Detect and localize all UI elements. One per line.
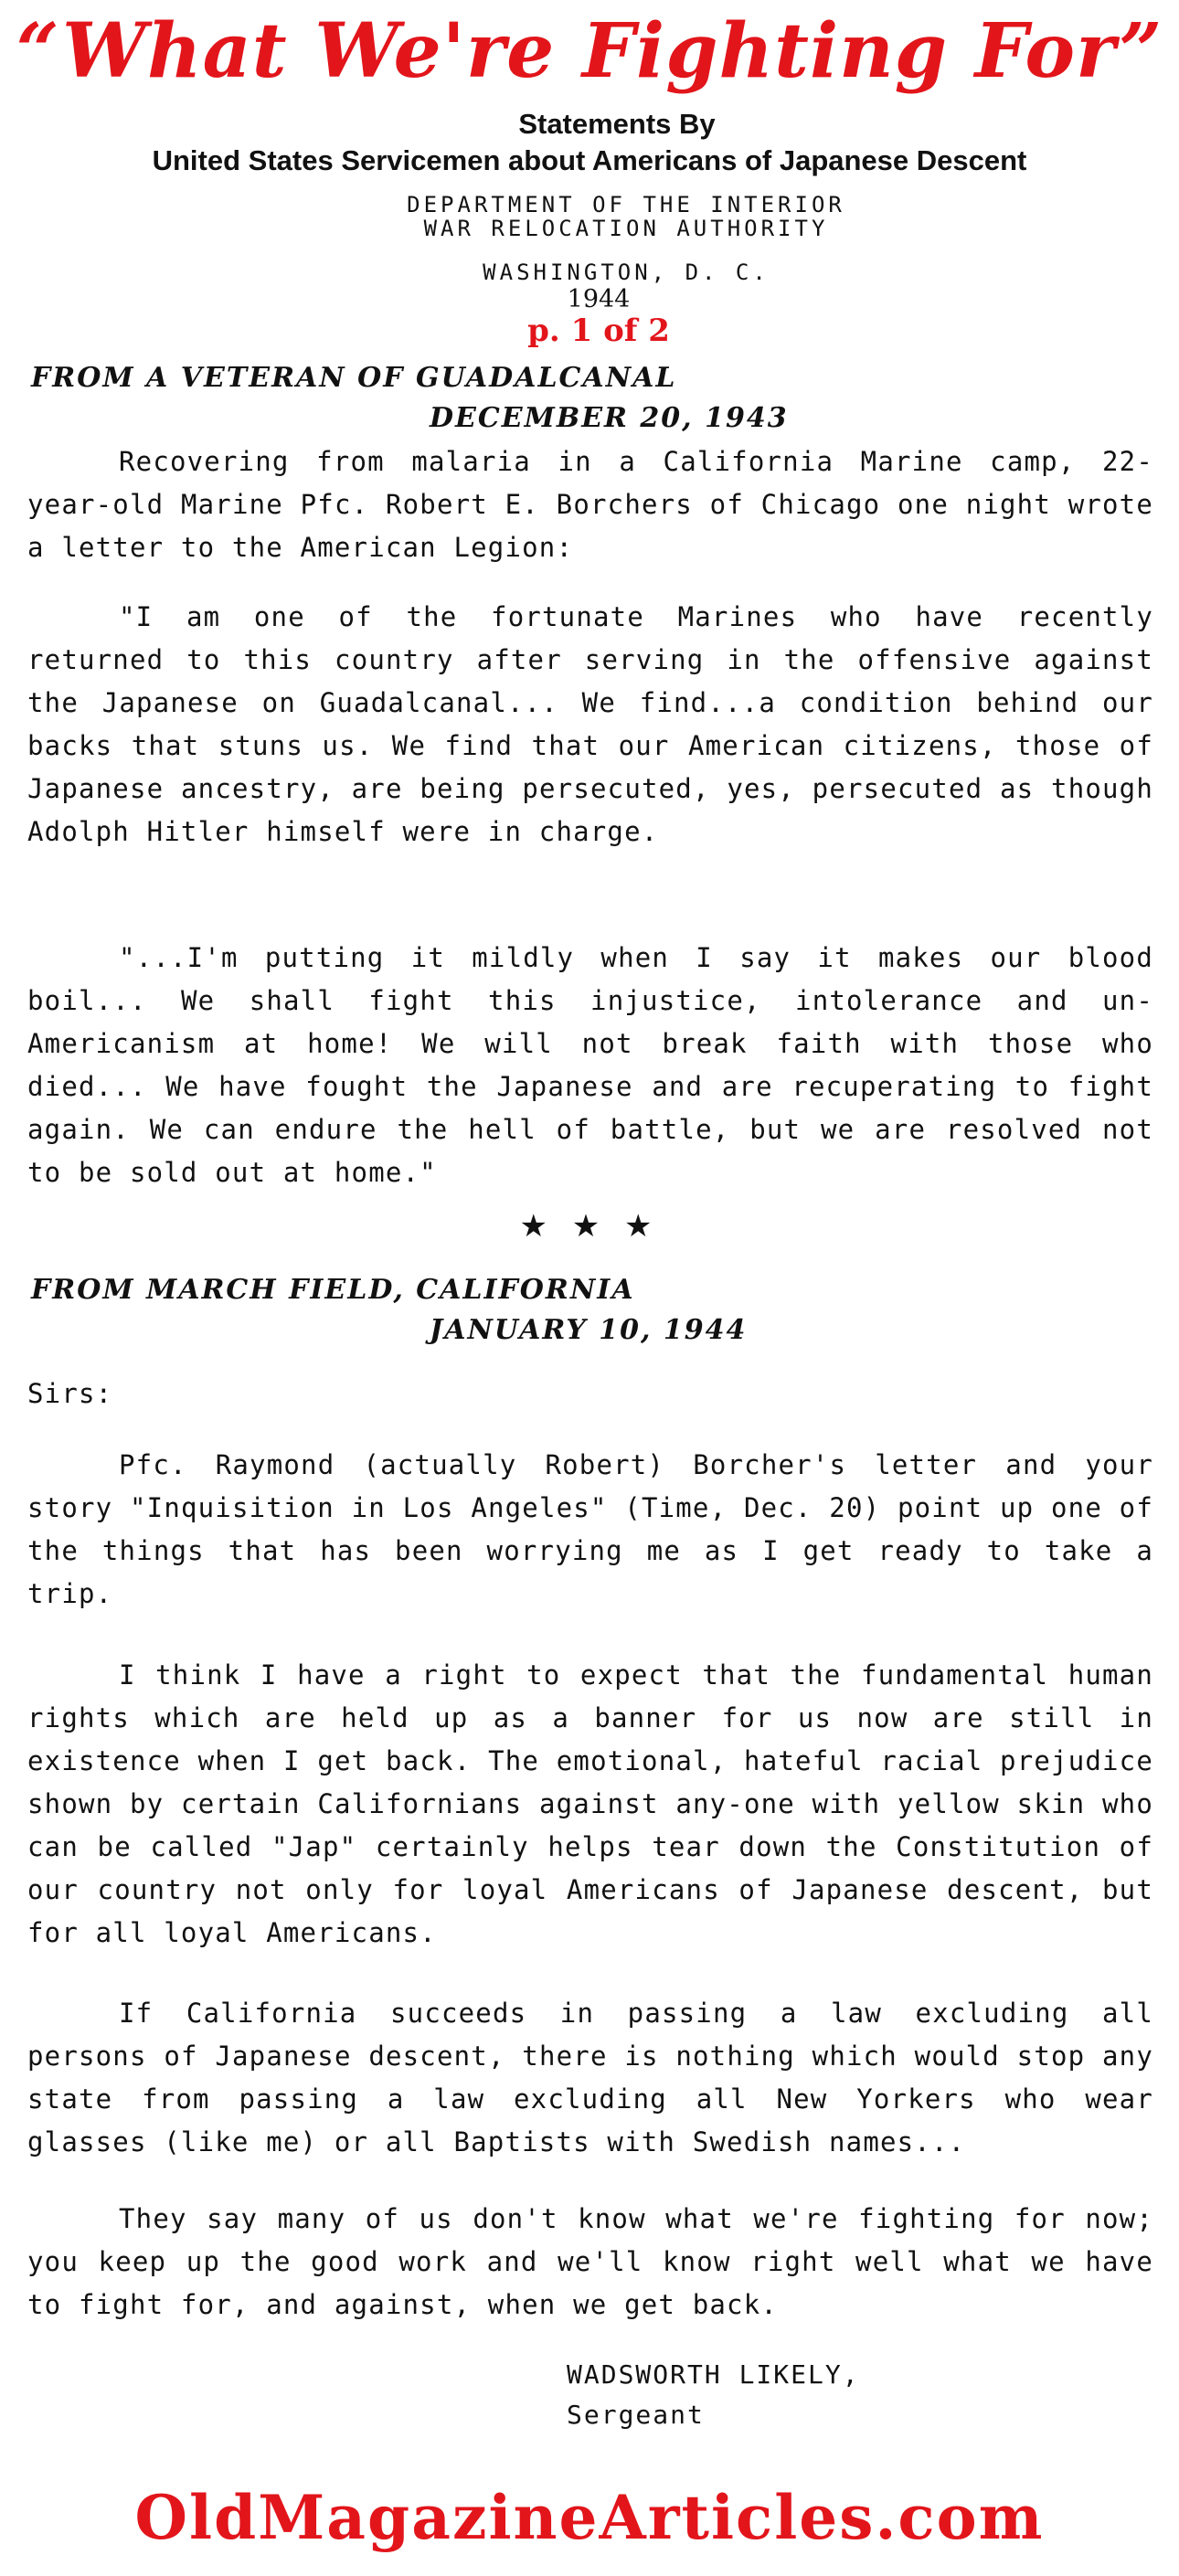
- signature-rank: Sergeant: [567, 2400, 705, 2430]
- section1-date: DECEMBER 20, 1943: [430, 402, 789, 434]
- section-separator-stars: ★ ★ ★: [519, 1208, 660, 1245]
- section2-paragraph-3: If California succeeds in passing a law excluding all persons of Japanese descent, there is nothing which would stop any state from passing a law excluding all New Yorkers who wear glasses (like me) or all Baptists with Swedish names...: [27, 1998, 1153, 2157]
- section1-paragraph-intro: Recovering from malaria in a California Marine camp, 22-year-old Marine Pfc. Robert E. Borchers of Chicago one night wrote a letter to the American Legion:: [27, 446, 1153, 563]
- signature-name: WADSWORTH LIKELY,: [567, 2359, 860, 2390]
- section2-paragraph-1: Pfc. Raymond (actually Robert) Borcher's letter and your story "Inquisition in Los Angeles" (Time, Dec. 20) point up one of the things that has been worrying me as I get ready to take a trip.: [27, 1449, 1153, 1609]
- headline: “What We're Fighting For”: [16, 7, 1163, 95]
- footer-site-watermark: OldMagazineArticles.com: [134, 2482, 1045, 2553]
- location-line: WASHINGTON, D. C.: [483, 260, 770, 285]
- section1-source: FROM A VETERAN OF GUADALCANAL: [31, 362, 677, 394]
- section1-paragraph-letter-2: "...I'm putting it mildly when I say it makes our blood boil... We shall fight this injustice, intolerance and un-Americanism at home! We will not break faith with those who died... We have fought the Japanese and are recuperating to fight again. We can endure the hell of battle, but we are resolved not to be sold out at home.": [27, 942, 1153, 1188]
- subtitle-statements: Statements By: [518, 108, 716, 140]
- section1-paragraph-letter-1: "I am one of the fortunate Marines who have recently returned to this country after serving in the offensive against the Japanese on Guadalcanal... We find...a condition behind our backs that stuns us. We find that our American citizens, those of Japanese ancestry, are being persecuted, yes, persecuted as though Adolph Hitler himself were in charge.: [27, 601, 1153, 847]
- section2-source: FROM MARCH FIELD, CALIFORNIA: [31, 1274, 635, 1306]
- year-line: 1944: [567, 285, 631, 313]
- department-line: DEPARTMENT OF THE INTERIOR: [407, 192, 845, 217]
- section2-date: JANUARY 10, 1944: [430, 1314, 748, 1346]
- authority-line: WAR RELOCATION AUTHORITY: [423, 216, 829, 241]
- section2-paragraph-4: They say many of us don't know what we're fighting for now; you keep up the good work and we'll know right well what we have to fight for, and against, when we get back.: [27, 2203, 1153, 2320]
- section2-paragraph-2: I think I have a right to expect that the fundamental human rights which are held up as a banner for us now are still in existence when I get back. The emotional, hateful racial prejudice shown by certain Californians against any-one with yellow skin who can be called "Jap" certainly helps tear down the Constitution of our country not only for loyal Americans of Japanese descent, but for all loyal Americans.: [27, 1659, 1153, 1948]
- subtitle-servicemen: United States Servicemen about Americans of Japanese Descent: [152, 144, 1027, 176]
- section2-salutation: Sirs:: [27, 1378, 113, 1409]
- page-indicator: p. 1 of 2: [527, 313, 670, 349]
